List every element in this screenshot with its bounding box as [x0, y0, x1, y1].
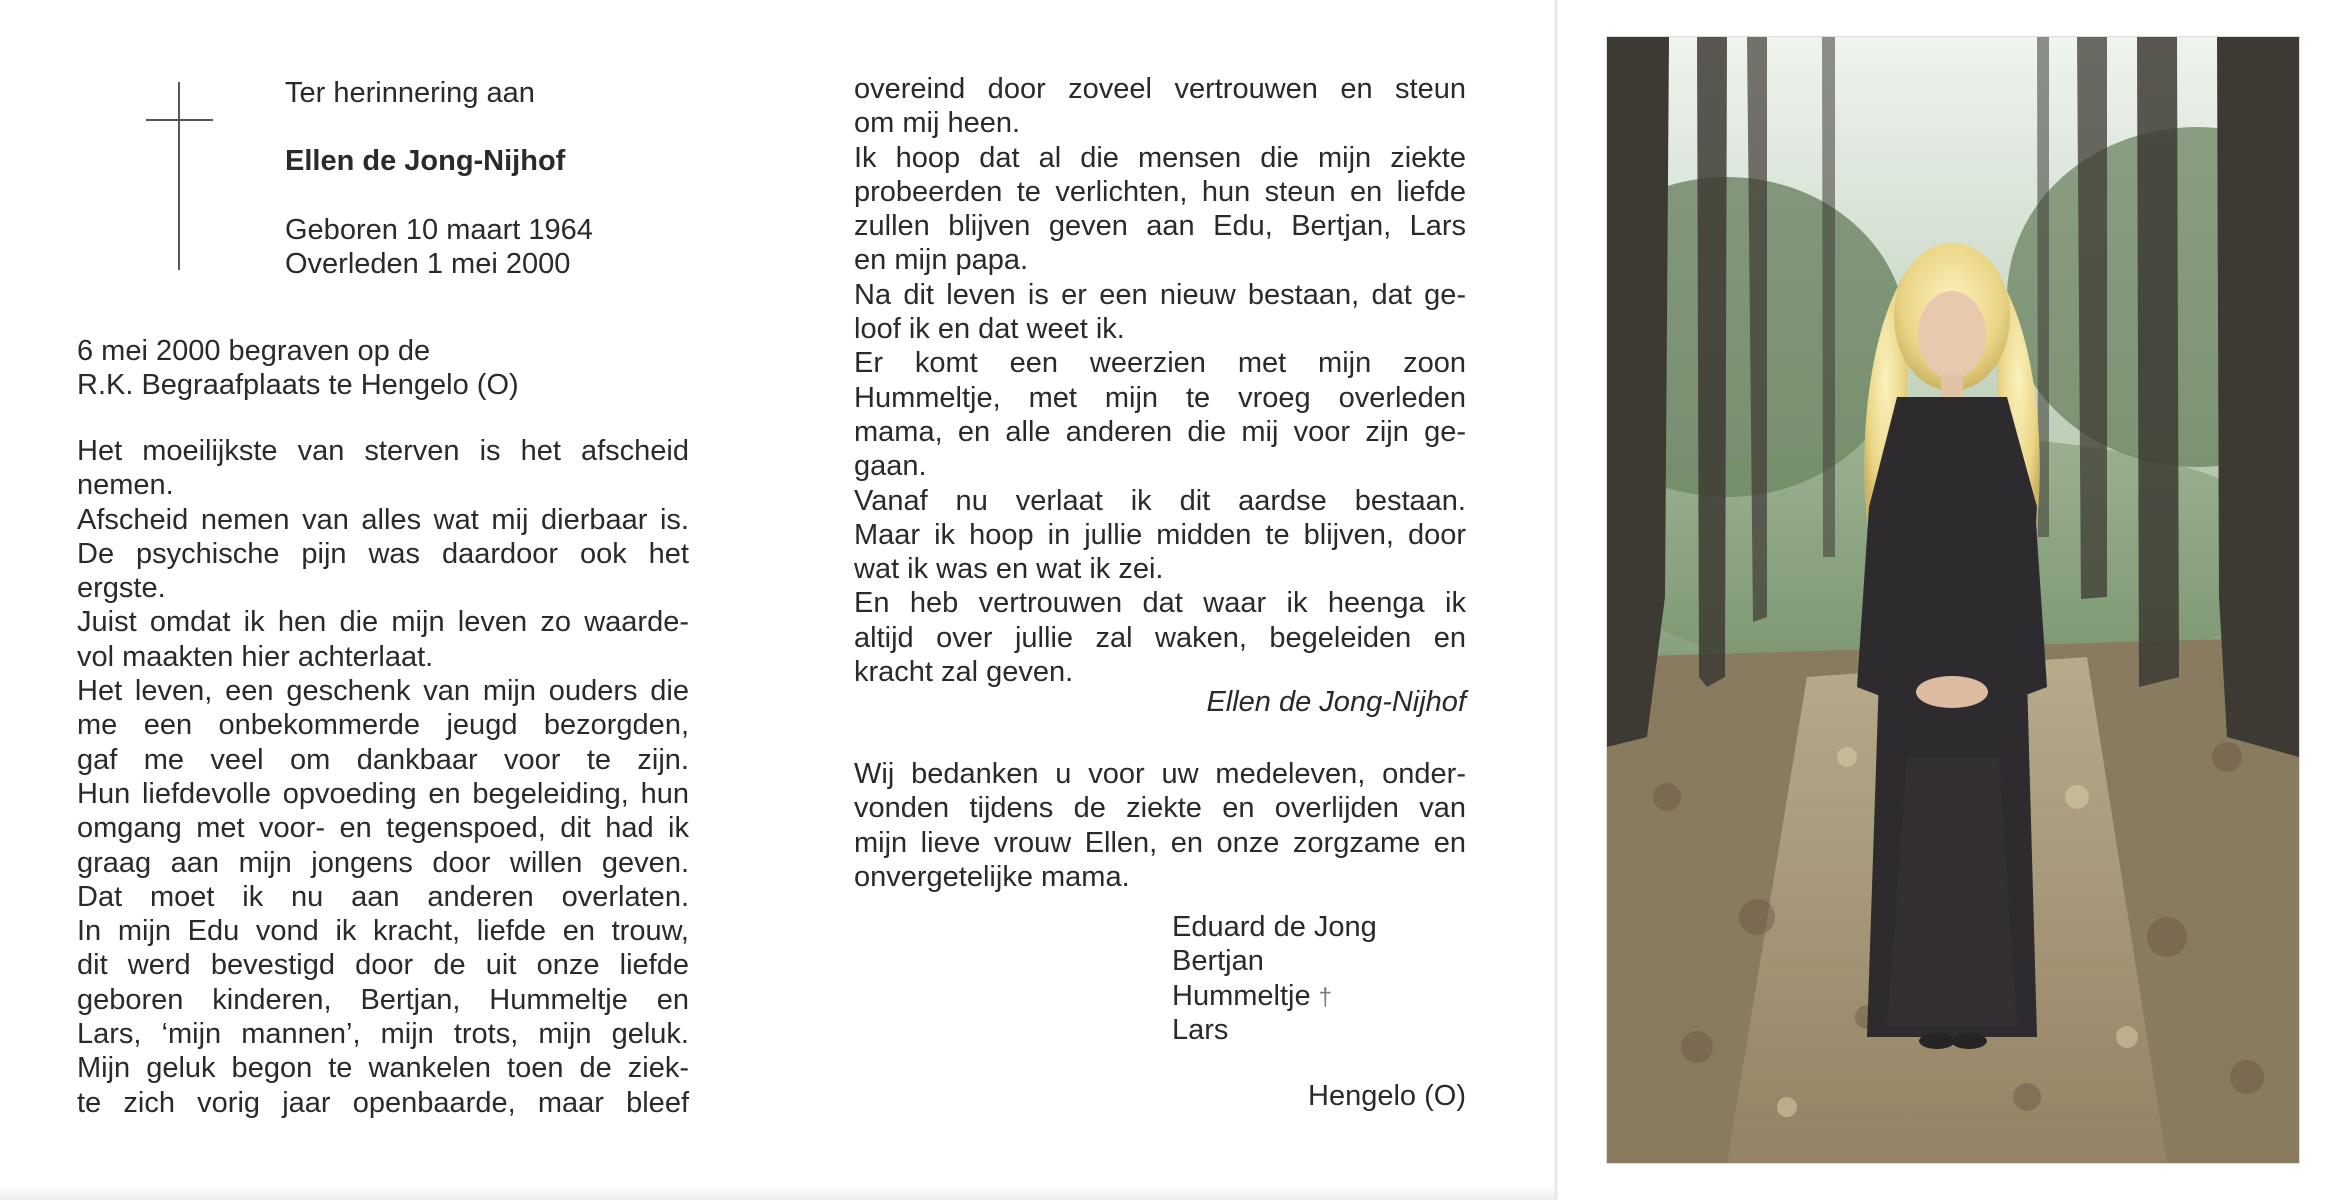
intro-text: Ter herinnering aan	[285, 77, 535, 109]
thanks-line: mijn lieve vrouw Ellen, en onze zorgzame en	[854, 826, 1466, 859]
thanks-text	[854, 757, 1466, 894]
burial-place: R.K. Begraafplaats te Hengelo (O)	[77, 369, 519, 402]
cross-icon-bar	[146, 119, 213, 121]
poem-line: geboren kinderen, Bertjan, Hummeltje en	[77, 983, 689, 1016]
thanks-line: vonden tijdens de ziekte en overlijden van	[854, 792, 1466, 825]
poem-column-1	[77, 434, 689, 1120]
poem-line: dit werd bevestigd door de uit onze liefde	[77, 949, 689, 982]
death-date: Overleden 1 mei 2000	[285, 248, 571, 281]
thanks-line: Wij bedanken u voor uw medeleven, onder-	[854, 758, 1466, 790]
thanks-line: onvergetelijke mama.	[854, 860, 1130, 893]
burial-date: 6 mei 2000 begraven op de	[77, 335, 431, 367]
poem-line: mama, en alle anderen die mij voor zijn ge-	[854, 415, 1466, 448]
poem-line: en mijn papa.	[854, 244, 1029, 277]
poem-line: Maar ik hoop in jullie midden te blijven, door	[854, 518, 1466, 551]
poem-line: gaf me veel om dankbaar voor te zijn.	[77, 743, 689, 776]
poem-line: Het leven, een geschenk van mijn ouders die	[77, 675, 689, 708]
poem-line: graag aan mijn jongens door willen geven.	[77, 846, 689, 879]
poem-line: vol maakten hier achterlaat.	[77, 640, 434, 673]
poem-line: me een onbekommerde jeugd bezorgden,	[77, 709, 689, 742]
poem-column-2	[854, 72, 1466, 689]
poem-line: Dat moet ik nu aan anderen overlaten.	[77, 880, 689, 913]
family-name-4: Lars	[1172, 1013, 1229, 1046]
poem-line: kracht zal geven.	[854, 656, 1074, 689]
poem-line: Na dit leven is er een nieuw bestaan, dat ge-	[854, 278, 1466, 311]
poem-line: Hummeltje, met mijn te vroeg overleden	[854, 381, 1466, 414]
poem-line: overeind door zoveel vertrouwen en steun	[854, 73, 1466, 105]
family-names	[1172, 910, 1377, 1047]
poem-line: om mij heen.	[854, 107, 1021, 140]
poem-line: Ik hoop dat al die mensen die mijn ziekte	[854, 141, 1466, 174]
forest-portrait-image	[1607, 37, 2299, 1163]
poem-line: altijd over jullie zal waken, begeleiden en	[854, 621, 1466, 654]
poem-line: Lars, ‘mijn mannen’, mijn trots, mijn geluk.	[77, 1018, 689, 1051]
poem-line: Afscheid nemen van alles wat mij dierbaar is.	[77, 503, 689, 536]
poem-line: omgang met voor- en tegenspoed, dit had ik	[77, 812, 689, 845]
family-name-1: Eduard de Jong	[1172, 911, 1377, 943]
poem-line: te zich vorig jaar openbaarde, maar bleef	[77, 1086, 689, 1119]
place-name: Hengelo (O)	[1308, 1080, 1466, 1112]
poem-line: Mijn geluk begon te wankelen toen de ziek-	[77, 1052, 689, 1085]
deceased-mark-icon: †	[1318, 983, 1332, 1011]
poem-line: loof ik en dat weet ik.	[854, 313, 1125, 346]
poem-line: De psychische pijn was daardoor ook het	[77, 537, 689, 570]
poem-line: ergste.	[77, 572, 166, 605]
card-edge	[0, 1185, 1554, 1200]
deceased-name: Ellen de Jong-Nijhof	[285, 145, 566, 177]
poem-line: wat ik was en wat ik zei.	[854, 553, 1164, 586]
burial-info	[77, 334, 519, 403]
birth-date: Geboren 10 maart 1964	[285, 214, 593, 246]
poem-line: nemen.	[77, 469, 174, 502]
poem-line: En heb vertrouwen dat waar ik heenga ik	[854, 587, 1466, 620]
poem-line: Vanaf nu verlaat ik dit aardse bestaan.	[854, 484, 1466, 517]
life-dates	[285, 213, 593, 282]
poem-line: In mijn Edu vond ik kracht, liefde en trouw,	[77, 915, 689, 948]
memorial-photo	[1606, 36, 2300, 1164]
poem-line: gaan.	[854, 450, 927, 483]
signature: Ellen de Jong-Nijhof	[1206, 686, 1466, 718]
poem-line: zullen blijven geven aan Edu, Bertjan, Lars	[854, 210, 1466, 243]
poem-line: probeerden te verlichten, hun steun en liefde	[854, 175, 1466, 208]
poem-line: Het moeilijkste van sterven is het afscheid	[77, 435, 689, 467]
family-name-3	[1172, 979, 1377, 1013]
poem-line: Hun liefdevolle opvoeding en begeleiding, hun	[77, 777, 689, 810]
poem-line: Er komt een weerzien met mijn zoon	[854, 347, 1466, 380]
card-fold	[1554, 0, 1558, 1200]
family-name-2: Bertjan	[1172, 945, 1264, 978]
cross-icon	[178, 82, 180, 270]
poem-line: Juist omdat ik hen die mijn leven zo waarde-	[77, 606, 689, 639]
family-name-3-text: Hummeltje	[1172, 979, 1311, 1012]
